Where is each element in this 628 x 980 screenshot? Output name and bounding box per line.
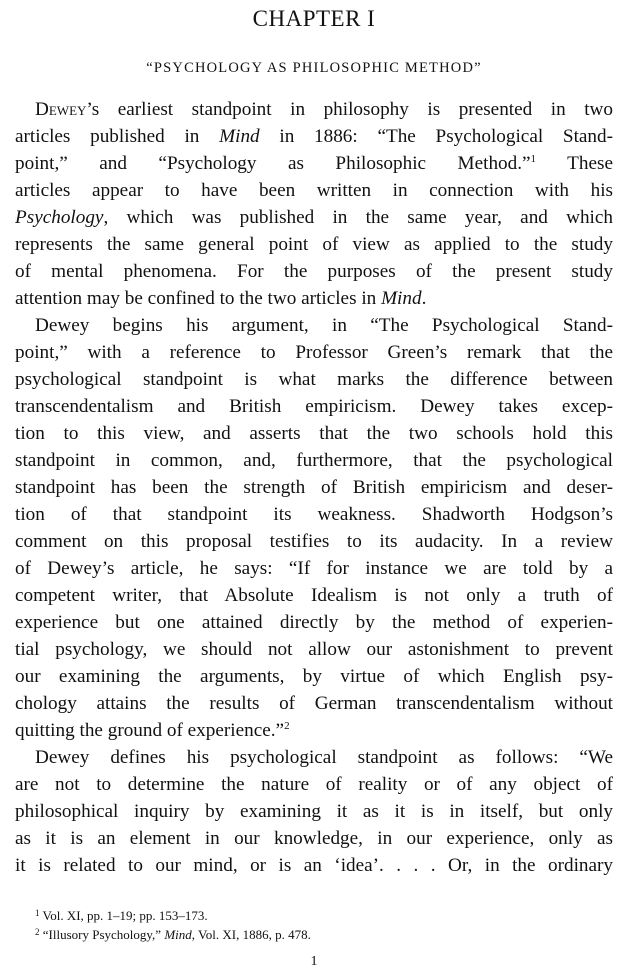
text: point,” and “Psychology as Philosophic Method.” (15, 153, 531, 174)
text: in 1886: “The Psychological Stand- (259, 126, 613, 147)
text: articles published in (15, 126, 220, 147)
p2-line-1: Dewey begins his argument, in “The Psychological Stand- (35, 315, 613, 336)
p2-line-8: tion of that standpoint its weakness. Shadworth Hodgson’s (15, 504, 613, 525)
p1-line-6: represents the same general point of view as applied to the study (15, 234, 613, 255)
footnote-text: Vol. XI, pp. 1–19; pp. 153–173. (39, 908, 208, 923)
p3-line-1: Dewey defines his psychological standpoint as follows: “We (35, 747, 613, 768)
p2-line-14: our examining the arguments, by virtue of which English psy- (15, 666, 613, 687)
italic-title: Mind (381, 288, 422, 309)
footnote-mark: 1 (35, 908, 40, 918)
p2-line-13: tial psychology, we should not allow our astonishment to prevent (15, 639, 613, 660)
text: , which was published in the same year, and which (103, 207, 613, 228)
p2-line-11: competent writer, that Absolute Idealism is not only a truth of (15, 585, 613, 606)
p1-line-7: of mental phenomena. For the purposes of the present study (15, 261, 613, 282)
italic-title: Mind (164, 927, 192, 942)
footnote-ref: 1 (530, 153, 537, 165)
text: attention may be confined to the two articles in (15, 288, 382, 309)
footnote-1 (35, 906, 605, 925)
footnotes (35, 906, 605, 944)
footnote-ref: 2 (284, 720, 290, 732)
chapter-heading: CHAPTER I (252, 6, 376, 31)
p1-line-5 (15, 204, 613, 231)
italic-title: Mind (219, 126, 260, 147)
p2-line-6: standpoint in common, and, furthermore, that the psychological (15, 450, 613, 471)
p2-line-5: tion to this view, and asserts that the two schools hold this (15, 423, 613, 444)
p2-line-16 (15, 717, 613, 744)
text: . (421, 288, 427, 309)
italic-title: Psychology (15, 207, 104, 228)
p3-line-2: are not to determine the nature of reality or of any object of (15, 774, 613, 795)
chapter-subtitle: “PSYCHOLOGY AS PHILOSOPHIC METHOD” (146, 60, 482, 76)
p2-line-9: comment on this proposal testifies to its audacity. In a review (15, 531, 613, 552)
p2-line-3: psychological standpoint is what marks the difference between (15, 369, 613, 390)
footnote-2 (35, 925, 605, 944)
small-caps-name: Dewey (35, 99, 87, 120)
footnote-text: “Illusory Psychology,” (39, 927, 165, 942)
p3-line-4: as it is an element in our knowledge, in our experience, only as (15, 828, 613, 849)
p1-line-8 (15, 285, 613, 312)
p1-line-1 (15, 96, 613, 123)
p2-line-4: transcendentalism and British empiricism. Dewey takes excep- (15, 396, 613, 417)
p1-line-2 (15, 123, 613, 150)
text: quitting the ground of experience.” (15, 720, 285, 741)
p1-line-3 (15, 150, 613, 177)
p3-line-3: philosophical inquiry by examining it as it is in itself, but only (15, 801, 613, 822)
p3-line-5: it is related to our mind, or is an ‘idea’. . . . Or, in the ordinary (15, 855, 613, 876)
p1-line-4: articles appear to have been written in connection with his (15, 180, 613, 201)
p2-line-15: chology attains the results of German transcendentalism without (15, 693, 613, 714)
p2-line-10: of Dewey’s article, he says: “If for instance we are told by a (15, 558, 613, 579)
p2-line-12: experience but one attained directly by the method of experien- (15, 612, 613, 633)
body-text (15, 96, 613, 879)
p2-line-7: standpoint has been the strength of British empiricism and deser- (15, 477, 613, 498)
footnote-mark: 2 (35, 927, 40, 937)
text: These (536, 153, 613, 174)
footnote-text: , Vol. XI, 1886, p. 478. (191, 927, 311, 942)
text: ’s earliest standpoint in philosophy is presented in two (86, 99, 613, 120)
page-number: 1 (310, 954, 318, 969)
p2-line-2: point,” with a reference to Professor Green’s remark that the (15, 342, 613, 363)
